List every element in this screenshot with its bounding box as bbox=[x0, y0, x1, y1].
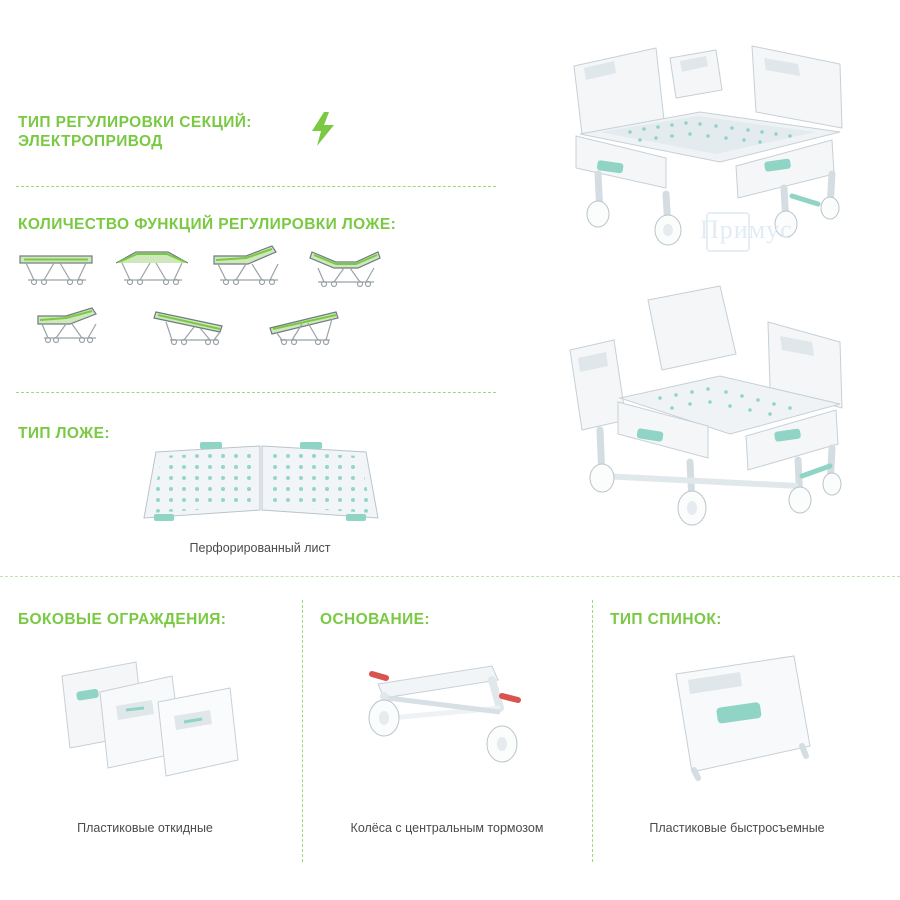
bed-positions-diagram bbox=[16, 246, 406, 376]
caption-side-rails: Пластиковые откидные bbox=[77, 821, 213, 835]
side-rails-diagram bbox=[40, 648, 250, 788]
section-title-base: ОСНОВАНИЕ: bbox=[320, 611, 430, 628]
divider-2 bbox=[16, 392, 496, 393]
section-title-headboards: ТИП СПИНОК: bbox=[610, 611, 722, 628]
divider-3 bbox=[0, 576, 900, 577]
column-side-rails bbox=[0, 610, 290, 835]
section-title-functions: КОЛИЧЕСТВО ФУНКЦИЙ РЕГУЛИРОВКИ ЛОЖЕ: bbox=[18, 216, 397, 233]
hospital-bed-render-bottom bbox=[540, 280, 870, 550]
caption-bed-surface: Перфорированный лист bbox=[189, 541, 331, 555]
column-base bbox=[302, 610, 592, 835]
divider-1 bbox=[16, 186, 496, 187]
caption-base: Колёса с центральным тормозом bbox=[350, 821, 544, 835]
headboard-diagram bbox=[654, 650, 844, 780]
section-title-adjust-type: ТИП РЕГУЛИРОВКИ СЕКЦИЙ: ЭЛЕКТРОПРИВОД bbox=[18, 114, 252, 151]
perforated-sheet-diagram bbox=[140, 440, 380, 535]
section-title-bed-surface: ТИП ЛОЖЕ: bbox=[18, 425, 110, 442]
watermark-text: Примус bbox=[700, 215, 793, 244]
section-title-side-rails: БОКОВЫЕ ОГРАЖДЕНИЯ: bbox=[18, 611, 227, 628]
column-headboards bbox=[592, 610, 882, 835]
caption-headboards: Пластиковые быстросъемные bbox=[649, 821, 825, 835]
base-casters-diagram bbox=[342, 650, 552, 780]
lightning-bolt-icon bbox=[310, 112, 336, 146]
